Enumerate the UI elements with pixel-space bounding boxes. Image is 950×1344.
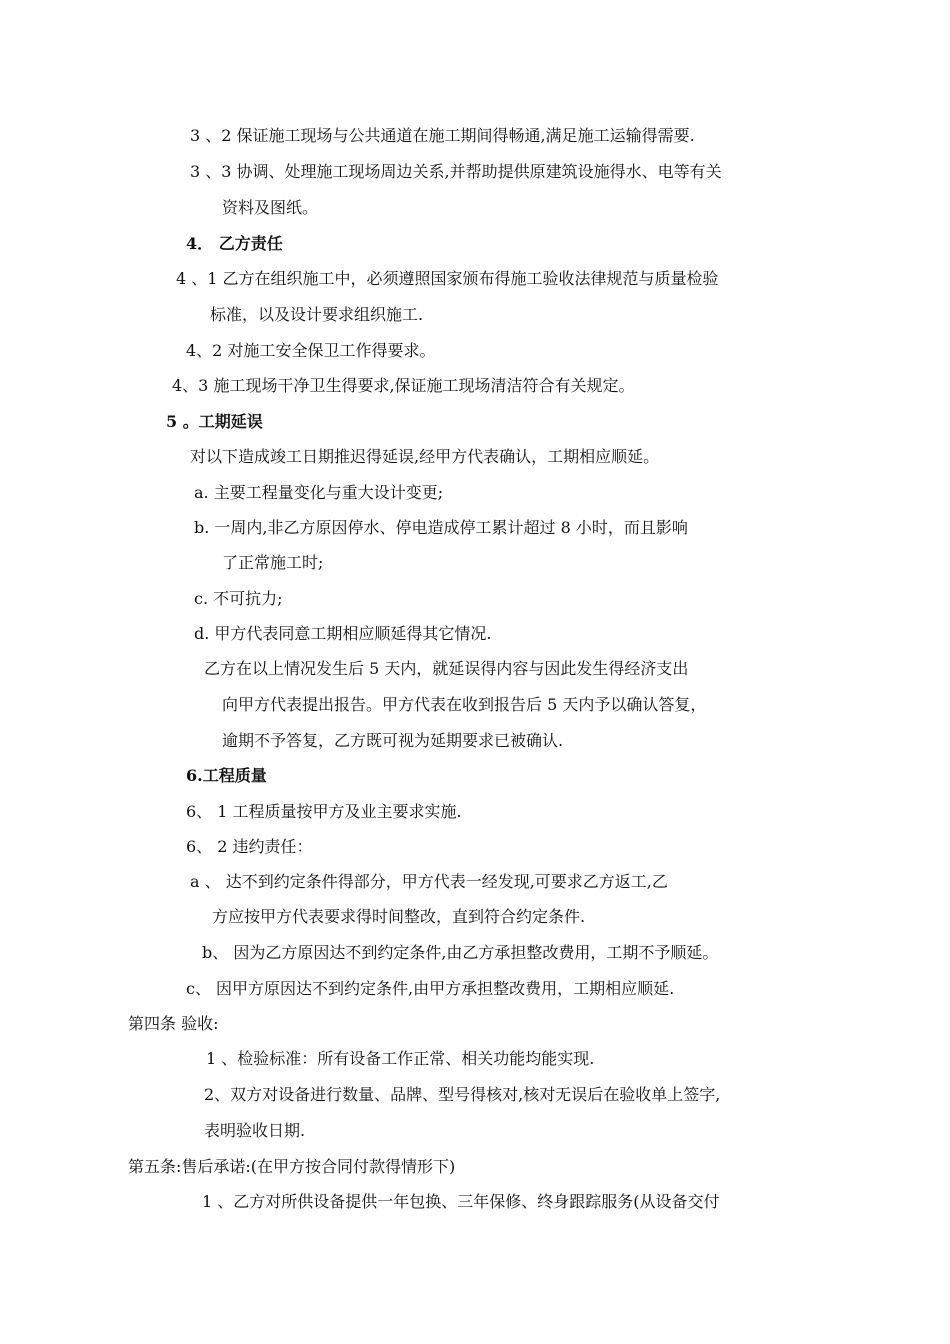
- breach-item-c: c、 因甲方原因达不到约定条件,由甲方承担整改费用，工期相应顺延.: [186, 979, 675, 998]
- delay-report-line-1: 乙方在以上情况发生后 5 天内，就延误得内容与因此发生得经济支出: [204, 659, 689, 678]
- clause-6-1: 6、 1 工程质量按甲方及业主要求实施.: [186, 802, 462, 821]
- article-5-heading: 第五条:售后承诺:(在甲方按合同付款得情形下): [128, 1157, 456, 1176]
- section-heading-5: 5 。工期延误: [166, 412, 263, 431]
- clause-4-3: 4、3 施工现场干净卫生得要求,保证施工现场清洁符合有关规定。: [172, 376, 635, 395]
- delay-item-d: d. 甲方代表同意工期相应顺延得其它情况.: [194, 624, 492, 643]
- delay-report-line-2: 向甲方代表提出报告。甲方代表在收到报告后 5 天内予以确认答复，: [222, 695, 707, 714]
- clause-4-1-continued: 标准，以及设计要求组织施工.: [210, 305, 424, 324]
- delay-item-c: c. 不可抗力;: [194, 589, 283, 608]
- clause-3-2: 3 、2 保证施工现场与公共通道在施工期间得畅通,满足施工运输得需要.: [190, 126, 695, 145]
- clause-4-1: 4 、1 乙方在组织施工中，必须遵照国家颁布得施工验收法律规范与质量检验: [176, 269, 719, 288]
- delay-item-b: b. 一周内,非乙方原因停水、停电造成停工累计超过 8 小时，而且影响: [194, 518, 688, 537]
- clause-3-3: 3 、3 协调、处理施工现场周边关系,并帮助提供原建筑设施得水、电等有关: [190, 162, 722, 181]
- section-heading-4: 4． 乙方责任: [186, 234, 283, 253]
- breach-item-b: b、 因为乙方原因达不到约定条件,由乙方承担整改费用，工期不予顺延。: [202, 943, 719, 962]
- delay-report-line-3: 逾期不予答复，乙方既可视为延期要求已被确认.: [222, 731, 564, 750]
- breach-item-a: a 、 达不到约定条件得部分，甲方代表一经发现,可要求乙方返工,乙: [190, 872, 668, 891]
- delay-item-b-continued: 了正常施工时;: [222, 553, 324, 572]
- delay-intro: 对以下造成竣工日期推迟得延误,经甲方代表确认，工期相应顺延。: [190, 447, 660, 466]
- article-4-heading: 第四条 验收:: [128, 1014, 219, 1033]
- acceptance-item-1: 1 、检验标准：所有设备工作正常、相关功能均能实现.: [206, 1049, 595, 1068]
- acceptance-item-2: 2、双方对设备进行数量、品牌、型号得核对,核对无误后在验收单上签字,: [204, 1085, 721, 1104]
- section-heading-6: 6.工程质量: [186, 766, 267, 785]
- acceptance-item-2-continued: 表明验收日期.: [204, 1121, 306, 1140]
- clause-4-2: 4、2 对施工安全保卫工作得要求。: [186, 341, 436, 360]
- clause-3-3-continued: 资料及图纸。: [222, 198, 319, 217]
- clause-6-2: 6、 2 违约责任：: [186, 837, 313, 856]
- delay-item-a: a. 主要工程量变化与重大设计变更;: [194, 483, 444, 502]
- breach-item-a-continued: 方应按甲方代表要求得时间整改，直到符合约定条件.: [212, 907, 586, 926]
- after-sales-item-1: 1 、乙方对所供设备提供一年包换、三年保修、终身跟踪服务(从设备交付: [202, 1192, 720, 1211]
